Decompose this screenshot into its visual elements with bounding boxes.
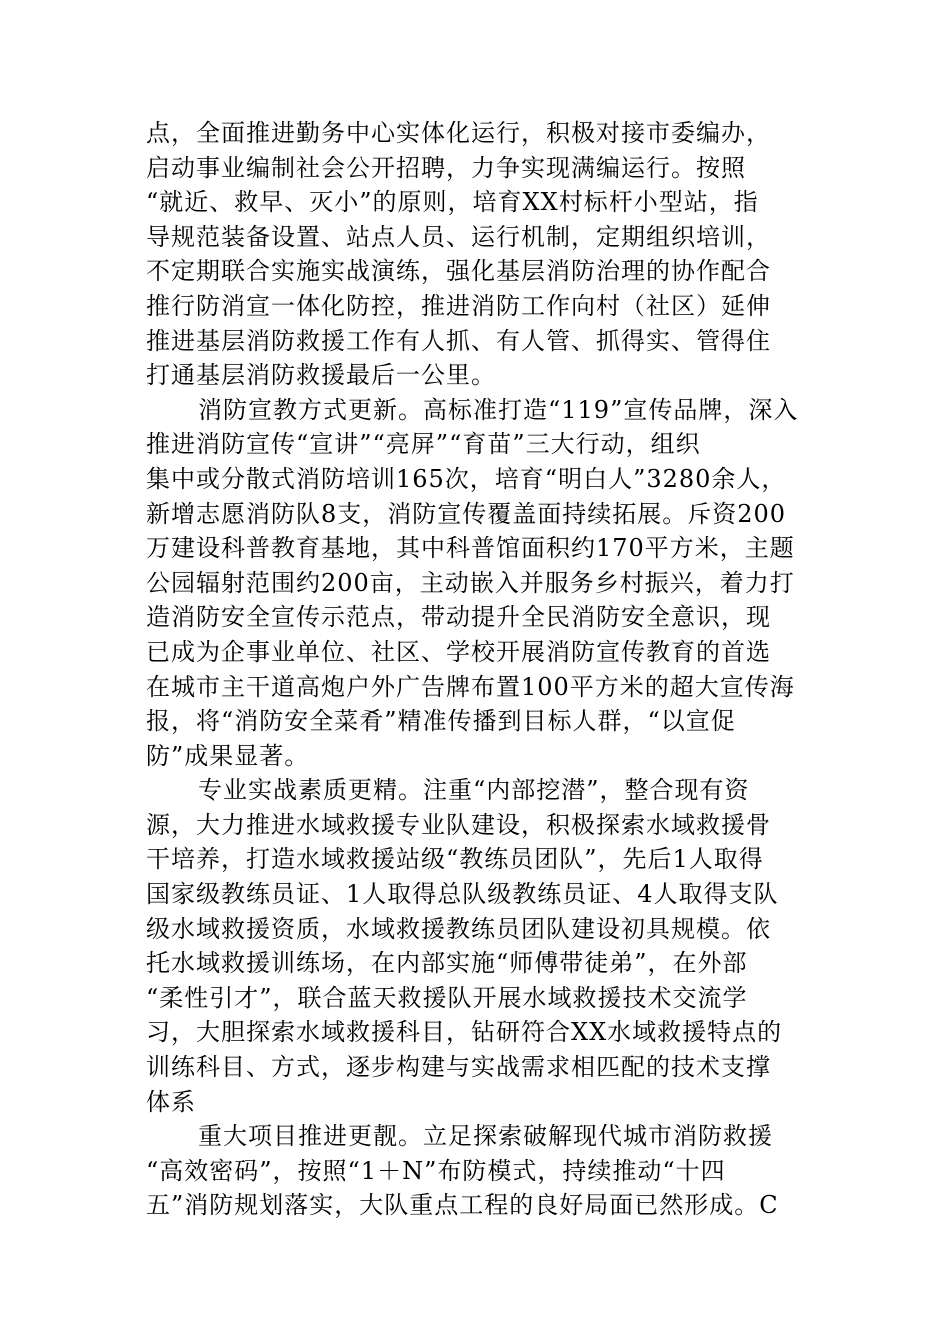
document-page: [146, 116, 808, 1223]
paragraph-first-line: 重大项目推进更靓。立足探索破解现代城市消防救援: [198, 1122, 773, 1151]
text-line: 防”成果显著。: [146, 741, 310, 770]
text-line: 习，大胆探索水域救援科目，钻研符合XX水域救援特点的: [146, 1018, 783, 1047]
text-line: 推进消防宣传“宣讲”“亮屏”“育苗”三大行动，组织: [146, 430, 701, 459]
paragraph-first-line: 消防宣教方式更新。高标准打造“119”宣传品牌，深入: [198, 395, 799, 424]
text-line: “就近、救早、灭小”的原则，培育XX村标杆小型站，指: [146, 188, 759, 217]
text-line: 报，将“消防安全菜肴”精准传播到目标人群，“以宣促: [146, 707, 736, 736]
text-line: 在城市主干道高炮户外广告牌布置100平方米的超大宣传海: [146, 672, 795, 701]
text-line: 级水域救援资质，水域救援教练员团队建设初具规模。依: [146, 914, 771, 943]
text-line: 集中或分散式消防培训165次，培育“明白人”3280余人，: [146, 464, 787, 493]
text-line: 体系: [146, 1087, 196, 1116]
text-line: 托水域救援训练场，在内部实施“师傅带徒弟”，在外部: [146, 949, 748, 978]
text-line: 启动事业编制社会公开招聘，力争实现满编运行。按照: [146, 153, 746, 182]
text-line: 已成为企事业单位、社区、学校开展消防宣传教育的首选: [146, 637, 771, 666]
text-line: 国家级教练员证、1人取得总队级教练员证、4人取得支队: [146, 880, 779, 909]
text-line: 万建设科普教育基地，其中科普馆面积约170平方米，主题: [146, 534, 795, 563]
text-line: 打通基层消防救援最后一公里。: [146, 361, 496, 390]
text-line: 不定期联合实施实战演练，强化基层消防治理的协作配合: [146, 257, 771, 286]
text-line: 训练科目、方式，逐步构建与实战需求相匹配的技术支撑: [146, 1053, 771, 1082]
text-line: 造消防安全宣传示范点，带动提升全民消防安全意识，现: [146, 603, 771, 632]
text-line: “柔性引才”，联合蓝天救援队开展水域救援技术交流学: [146, 983, 748, 1012]
paragraph-first-line: 专业实战素质更精。注重“内部挖潜”，整合现有资: [198, 776, 750, 805]
text-line: 点，全面推进勤务中心实体化运行，积极对接市委编办，: [146, 119, 771, 147]
text-line: 源，大力推进水域救援专业队建设，积极探索水域救援骨: [146, 810, 771, 839]
text-line: “高效密码”，按照“1＋N”布防模式，持续推动“十四: [146, 1156, 726, 1185]
text-line: 新增志愿消防队8支，消防宣传覆盖面持续拓展。斥资200: [146, 499, 787, 528]
text-line: 推行防消宣一体化防控，推进消防工作向村（社区）延伸: [146, 291, 771, 320]
text-line: 干培养，打造水域救援站级“教练员团队”，先后1人取得: [146, 845, 764, 874]
text-line: 公园辐射范围约200亩，主动嵌入并服务乡村振兴，着力打: [146, 568, 795, 597]
text-line: 推进基层消防救援工作有人抓、有人管、抓得实、管得住: [146, 326, 771, 355]
text-line: 五”消防规划落实，大队重点工程的良好局面已然形成。C: [146, 1191, 779, 1220]
text-line: 导规范装备设置、站点人员、运行机制，定期组织培训，: [146, 222, 771, 251]
